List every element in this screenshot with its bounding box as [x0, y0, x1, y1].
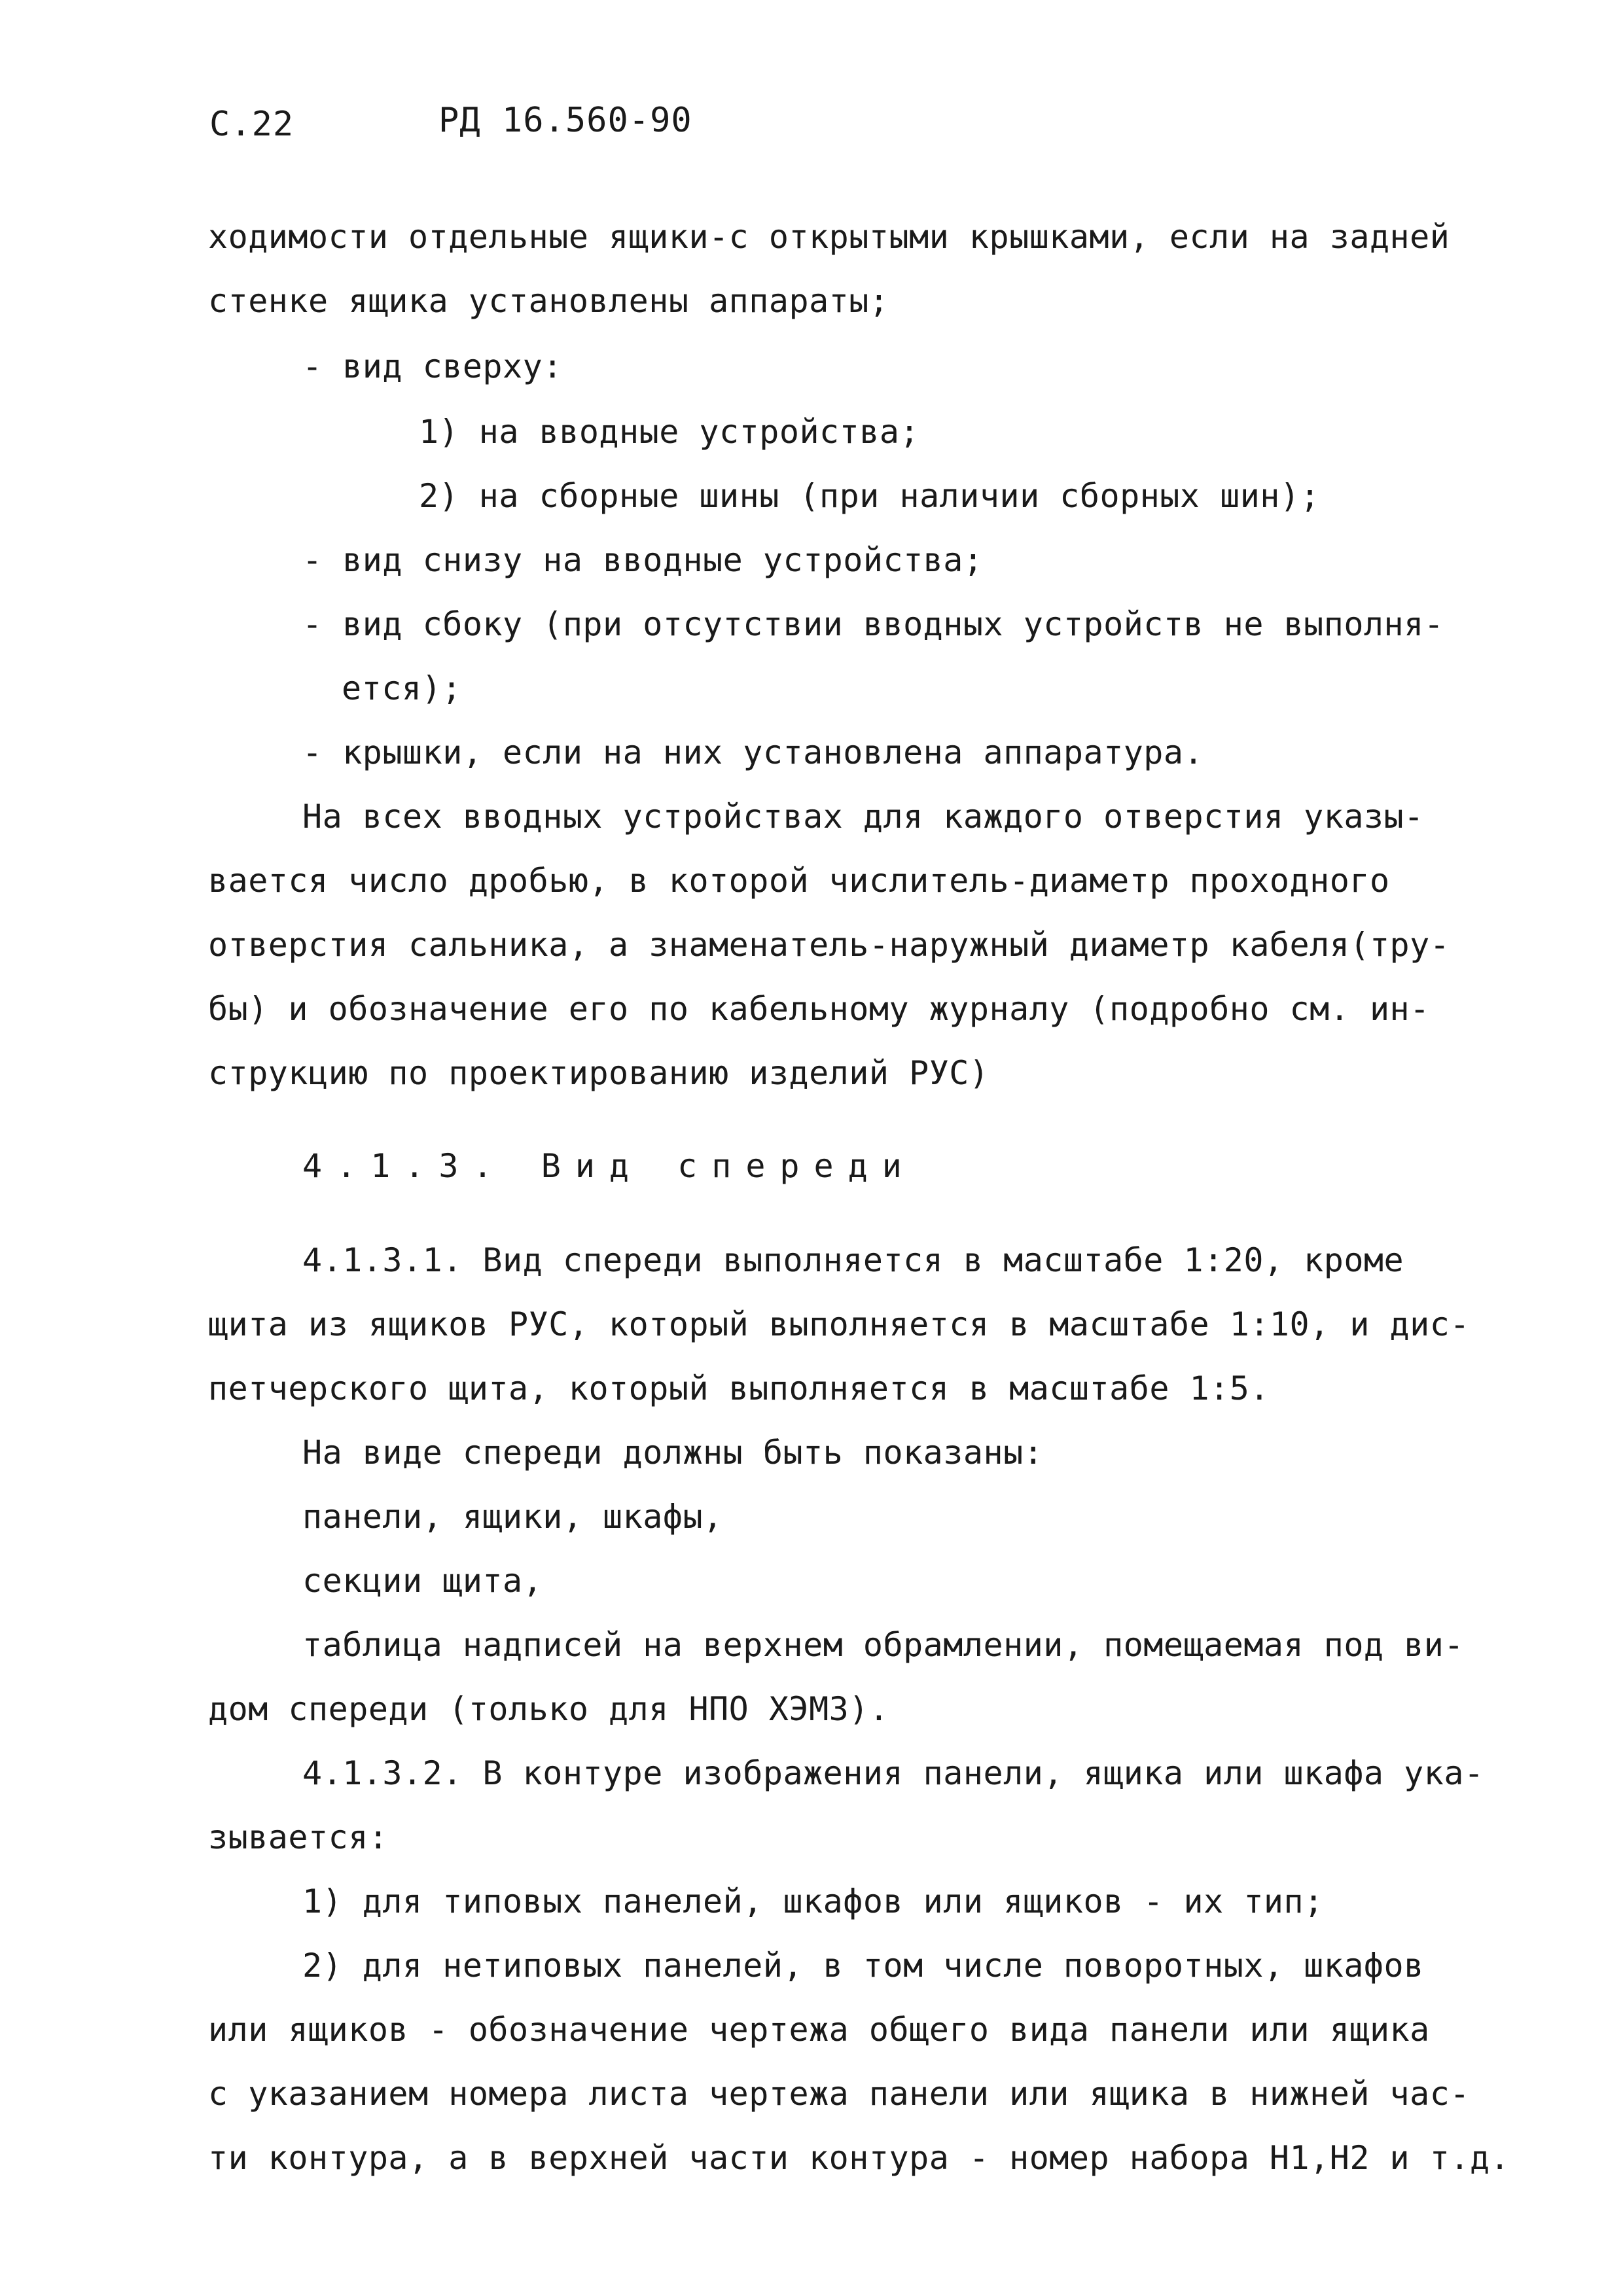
text-line: петчерского щита, который выполняется в масштабе 1:5. [208, 1369, 1270, 1407]
text-line: стенке ящика установлены аппараты; [208, 282, 889, 320]
text-line: щита из ящиков РУС, который выполняется в масштабе 1:10, и дис- [208, 1305, 1470, 1343]
page-number: С.22 [209, 105, 294, 144]
list-item: - крышки, если на них установлена аппаратура. [302, 733, 1204, 771]
text-line: На всех вводных устройствах для каждого отверстия указы- [302, 798, 1424, 836]
document-code: РД 16.560-90 [438, 101, 692, 140]
text-line: или ящиков - обозначение чертежа общего вида панели или ящика [208, 2011, 1430, 2049]
text-line: струкцию по проектированию изделий РУС) [208, 1054, 990, 1092]
text-line: зывается: [208, 1818, 389, 1856]
text-line: дом спереди (только для НПО ХЭМЗ). [208, 1690, 889, 1728]
text-line: ти контура, а в верхней части контура - номер набора Н1,Н2 и т.д. [208, 2139, 1510, 2177]
text-line: ходимости отдельные ящики-с открытыми крышками, если на задней [208, 218, 1450, 256]
text-line: ется); [342, 669, 462, 707]
list-item: панели, ящики, шкафы, [302, 1498, 723, 1536]
text-line: вается число дробью, в которой числитель-диаметр проходного [208, 862, 1390, 900]
list-item: таблица надписей на верхнем обрамлении, помещаемая под ви- [302, 1626, 1464, 1664]
list-item: секции щита, [302, 1562, 543, 1600]
text-line: 4.1.3.1. Вид спереди выполняется в масштабе 1:20, кроме [302, 1241, 1404, 1279]
text-line: На виде спереди должны быть показаны: [302, 1434, 1044, 1472]
section-heading: 4.1.3. Вид спереди [302, 1147, 916, 1185]
list-item: - вид сверху: [302, 347, 563, 385]
text-line: бы) и обозначение его по кабельному журналу (подробно см. ин- [208, 990, 1430, 1028]
list-item: 1) для типовых панелей, шкафов или ящиков - их тип; [302, 1882, 1324, 1920]
text-line: 4.1.3.2. В контуре изображения панели, ящика или шкафа ука- [302, 1754, 1484, 1792]
list-item: 2) для нетиповых панелей, в том числе поворотных, шкафов [302, 1947, 1424, 1985]
text-line: с указанием номера листа чертежа панели или ящика в нижней час- [208, 2075, 1470, 2113]
list-item: 2) на сборные шины (при наличии сборных шин); [419, 477, 1321, 515]
text-line: отверстия сальника, а знаменатель-наружный диаметр кабеля(тру- [208, 926, 1450, 964]
list-item: - вид снизу на вводные устройства; [302, 541, 984, 579]
list-item: 1) на вводные устройства; [419, 413, 920, 451]
list-item: - вид сбоку (при отсутствии вводных устройств не выполня- [302, 605, 1444, 643]
